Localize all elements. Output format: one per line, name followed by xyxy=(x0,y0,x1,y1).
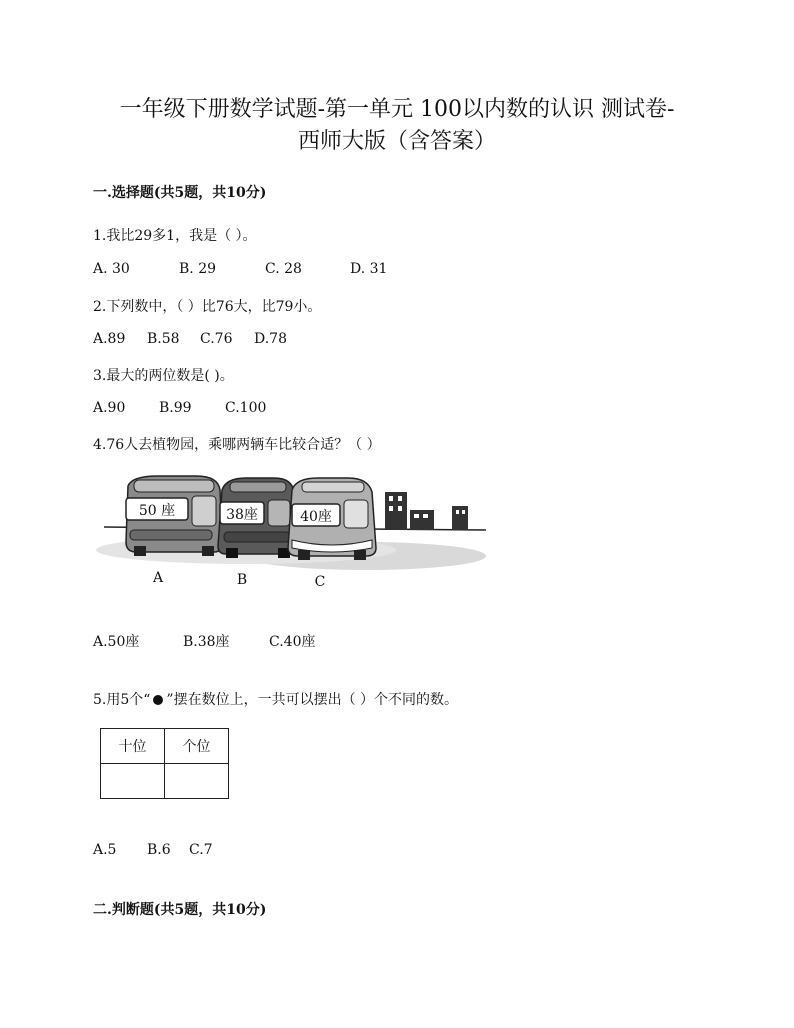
document-title-line-2: 西师大版（含答案） xyxy=(297,129,496,154)
question-1-option-a: A. 30 xyxy=(93,261,130,277)
bus-b-label: B xyxy=(236,572,248,588)
buses-illustration xyxy=(96,470,496,598)
section-heading-multiple-choice: 一.选择题(共5题，共10分) xyxy=(93,185,267,201)
question-3-option-b: B.99 xyxy=(159,400,192,416)
question-4-option-b: B.38座 xyxy=(183,634,230,650)
question-2-options xyxy=(93,331,287,347)
question-4-options xyxy=(93,631,315,651)
question-5-options xyxy=(93,842,213,858)
ones-header: 个位 xyxy=(165,729,229,764)
question-2-option-b: B.58 xyxy=(147,331,180,347)
bus-a-seats: 50 座 xyxy=(138,503,176,519)
bus-c-seats: 40座 xyxy=(300,509,332,525)
ones-cell xyxy=(165,764,229,799)
bus-a-label: A xyxy=(152,570,164,586)
document-title-line-1: 一年级下册数学试题-第一单元 100以内数的认识 测试卷- xyxy=(119,97,675,122)
question-2-text: 2.下列数中，（ ）比76大，比79小。 xyxy=(93,299,322,315)
tens-cell xyxy=(101,764,165,799)
question-5-text-before: 5.用5个“ xyxy=(93,692,151,708)
question-1-option-d: D. 31 xyxy=(350,261,388,277)
question-4-option-a: A.50座 xyxy=(93,634,140,650)
buildings-icon xyxy=(385,492,468,530)
question-2-option-c: C.76 xyxy=(200,331,233,347)
bus-c-label: C xyxy=(314,574,326,590)
question-3-option-c: C.100 xyxy=(225,400,267,416)
question-1-option-c: C. 28 xyxy=(265,261,302,277)
question-4-text: 4.76人去植物园，乘哪两辆车比较合适？（ ） xyxy=(93,437,381,453)
section-heading-true-false: 二.判断题(共5题，共10分) xyxy=(93,902,267,918)
black-dot-icon xyxy=(153,695,163,705)
question-5-option-a: A.5 xyxy=(93,842,117,858)
question-1-option-b: B. 29 xyxy=(179,261,217,277)
bus-b-seats: 38座 xyxy=(226,507,258,523)
question-4-option-c: C.40座 xyxy=(269,634,316,650)
question-3-option-a: A.90 xyxy=(93,400,126,416)
question-5-text-after: ”摆在数位上，一共可以摆出（ ）个不同的数。 xyxy=(166,692,459,708)
question-2-option-a: A.89 xyxy=(93,331,126,347)
place-value-table xyxy=(100,728,229,799)
question-3-options xyxy=(93,400,266,416)
tens-header: 十位 xyxy=(101,729,165,764)
question-5-option-b: B.6 xyxy=(147,842,171,858)
question-1-options xyxy=(93,261,387,277)
question-5-text xyxy=(93,689,458,709)
question-1-text: 1.我比29多1，我是（ ）。 xyxy=(93,228,257,244)
question-5-option-c: C.7 xyxy=(189,842,213,858)
question-2-option-d: D.78 xyxy=(254,331,287,347)
question-3-text: 3.最大的两位数是( )。 xyxy=(93,368,234,384)
